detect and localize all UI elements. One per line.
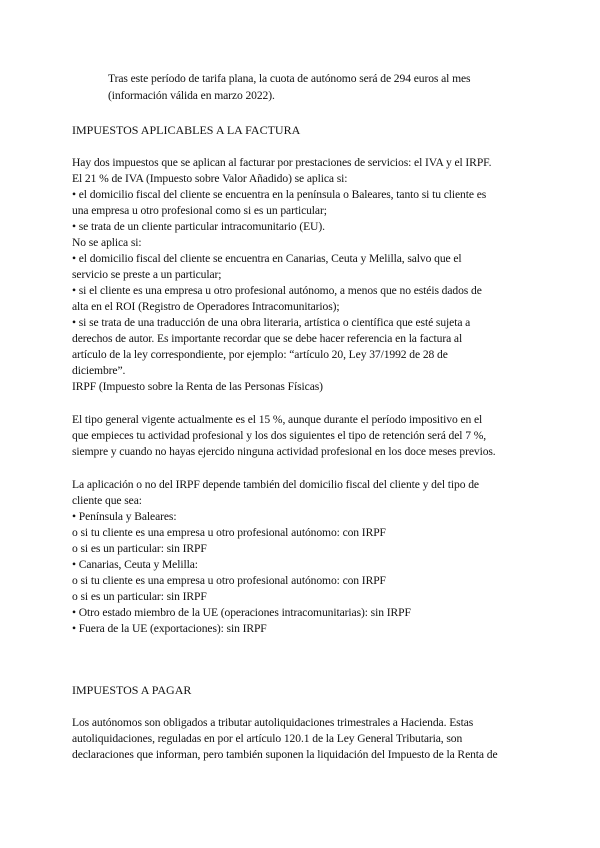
text-line: una empresa u otro profesional como si es un particular;	[72, 204, 327, 217]
text-line: declaraciones que informan, pero también suponen la liquidación del Impuesto de la Renta de	[72, 748, 498, 761]
list-item: • si se trata de una traducción de una obra literaria, artística o científica que esté sujeta a	[72, 316, 471, 329]
text-line: que empieces tu actividad profesional y los dos siguientes el tipo de retención será del 7 %,	[72, 429, 487, 442]
list-item: • Península y Baleares:	[72, 510, 177, 523]
text-line: El tipo general vigente actualmente es el 15 %, aunque durante el período impositivo en el	[72, 413, 483, 426]
text-line: derechos de autor. Es importante recordar que se debe hacer referencia en la factura al	[72, 332, 463, 345]
text-line: alta en el ROI (Registro de Operadores Intracomunitarios);	[72, 300, 340, 313]
text-line: diciembre”.	[72, 364, 126, 377]
text-line: No se aplica si:	[72, 236, 142, 249]
text-line: artículo de la ley correspondiente, por ejemplo: “artículo 20, Ley 37/1992 de 28 de	[72, 348, 448, 361]
list-item: • si el cliente es una empresa u otro profesional autónomo, a menos que no estéis dados de	[72, 284, 482, 297]
text-line: La aplicación o no del IRPF depende también del domicilio fiscal del cliente y del tipo de	[72, 478, 479, 491]
list-subitem: o si tu cliente es una empresa u otro profesional autónomo: con IRPF	[72, 526, 386, 539]
list-subitem: o si es un particular: sin IRPF	[72, 590, 207, 603]
text-line: siempre y cuando no hayas ejercido ninguna actividad profesional en los doce meses previos.	[72, 445, 496, 458]
list-subitem: o si tu cliente es una empresa u otro profesional autónomo: con IRPF	[72, 574, 386, 587]
subheading-irpf: IRPF (Impuesto sobre la Renta de las Personas Físicas)	[72, 380, 323, 393]
text-line: Los autónomos son obligados a tributar autoliquidaciones trimestrales a Hacienda. Estas	[72, 716, 474, 729]
list-item: • el domicilio fiscal del cliente se encuentra en la península o Baleares, tanto si tu cliente es	[72, 188, 487, 201]
list-item: • Fuera de la UE (exportaciones): sin IRPF	[72, 622, 267, 635]
intro-line-2: (información válida en marzo 2022).	[108, 89, 275, 102]
section-heading-impuestos-aplicables: IMPUESTOS APLICABLES A LA FACTURA	[72, 123, 301, 137]
list-item: • se trata de un cliente particular intracomunitario (EU).	[72, 220, 325, 233]
list-item: • Otro estado miembro de la UE (operaciones intracomunitarias): sin IRPF	[72, 606, 411, 619]
intro-line-1: Tras este período de tarifa plana, la cuota de autónomo será de 294 euros al mes	[108, 72, 471, 85]
text-line: El 21 % de IVA (Impuesto sobre Valor Añadido) se aplica si:	[72, 172, 348, 185]
text-line: Hay dos impuestos que se aplican al facturar por prestaciones de servicios: el IVA y el IRPF.	[72, 156, 492, 169]
text-line: cliente que sea:	[72, 494, 142, 507]
text-line: autoliquidaciones, reguladas en por el artículo 120.1 de la Ley General Tributaria, son	[72, 732, 463, 745]
list-item: • el domicilio fiscal del cliente se encuentra en Canarias, Ceuta y Melilla, salvo que el	[72, 252, 462, 265]
section-heading-impuestos-a-pagar: IMPUESTOS A PAGAR	[72, 683, 192, 697]
list-subitem: o si es un particular: sin IRPF	[72, 542, 207, 555]
text-line: servicio se preste a un particular;	[72, 268, 222, 281]
list-item: • Canarias, Ceuta y Melilla:	[72, 558, 198, 571]
